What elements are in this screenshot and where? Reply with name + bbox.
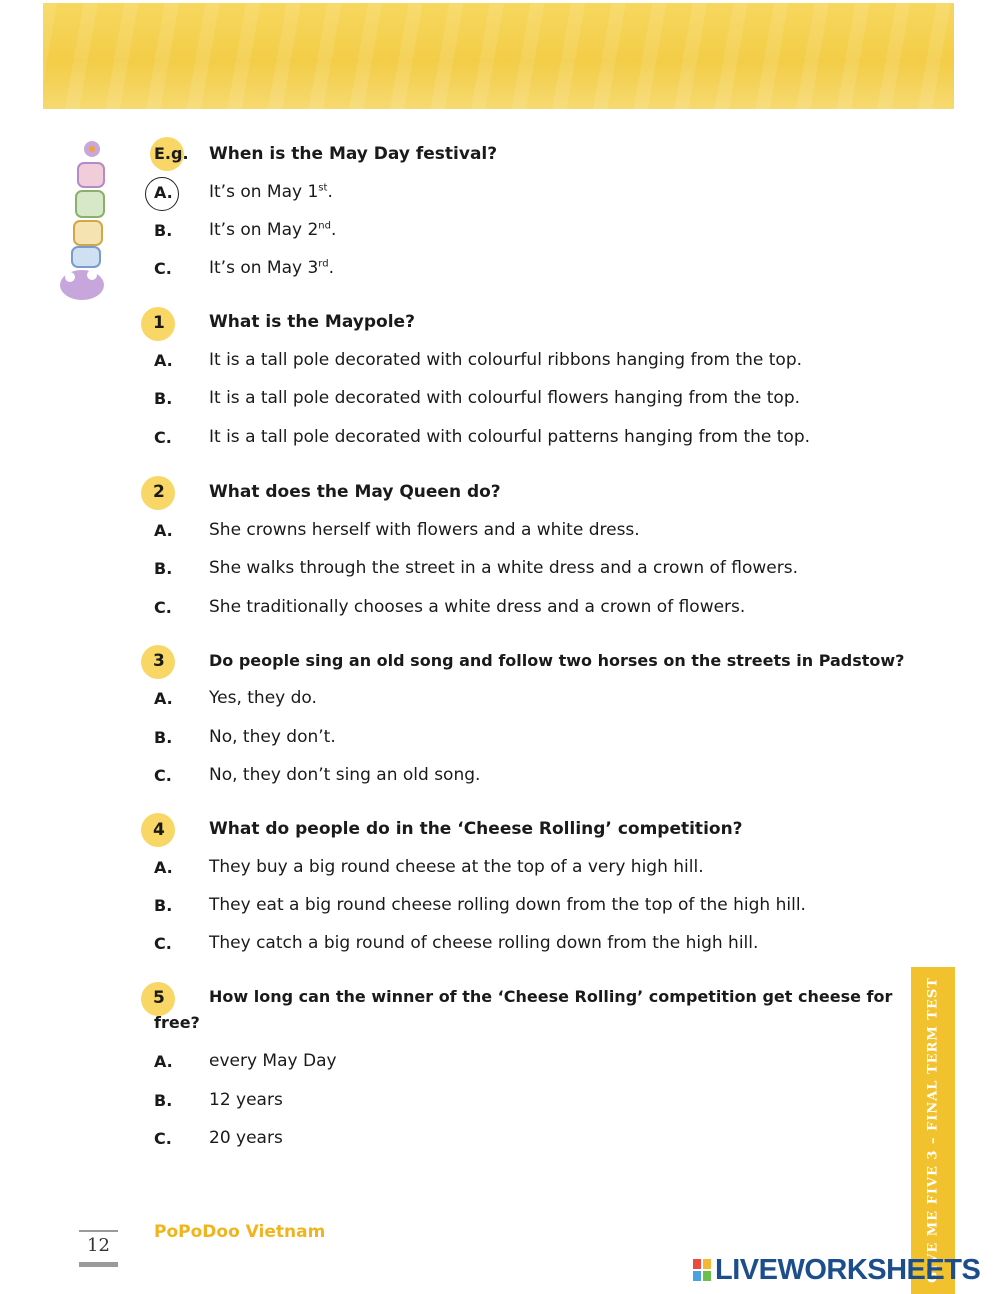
option-text[interactable]: 12 years [209,1090,283,1110]
question-number: 5 [153,988,165,1008]
question-number: 4 [153,820,165,840]
example-option-a[interactable]: It’s on May 1st. [209,182,333,202]
example-label: E.g. [154,144,189,163]
option-letter[interactable]: A. [154,858,173,877]
example-question: When is the May Day festival? [209,144,498,164]
liveworksheets-logo-icon [693,1259,713,1283]
page-number-rule-bottom [79,1262,118,1267]
header-banner [43,3,954,109]
popodoo-mascot-icon [52,135,118,305]
option-letter[interactable]: B. [154,728,173,747]
option-letter[interactable]: C. [154,766,172,785]
example-option-c[interactable]: It’s on May 3rd. [209,258,334,278]
example-option-letter[interactable]: A. [154,183,173,202]
option-text[interactable]: She walks through the street in a white dress and a crown of flowers. [209,558,799,578]
option-letter[interactable]: C. [154,1129,172,1148]
option-text[interactable]: It is a tall pole decorated with colourful patterns hanging from the top. [209,427,811,447]
question-text-continued: free? [154,1013,200,1032]
page-number-rule-top [79,1230,118,1232]
page-number: 12 [87,1235,110,1256]
option-text[interactable]: 20 years [209,1128,283,1148]
liveworksheets-watermark[interactable] [693,1254,980,1287]
option-letter[interactable]: B. [154,896,173,915]
option-letter[interactable]: B. [154,559,173,578]
option-letter[interactable]: C. [154,598,172,617]
example-option-letter[interactable]: C. [154,259,172,278]
question-number: 3 [153,651,165,671]
option-letter[interactable]: B. [154,389,173,408]
option-letter[interactable]: A. [154,689,173,708]
option-text[interactable]: every May Day [209,1051,337,1071]
question-text: What do people do in the ‘Cheese Rolling’ competition? [209,819,743,839]
question-text: Do people sing an old song and follow two horses on the streets in Padstow? [209,651,905,670]
option-text[interactable]: Yes, they do. [209,688,317,708]
option-letter[interactable]: A. [154,351,173,370]
option-text[interactable]: It is a tall pole decorated with colourful flowers hanging from the top. [209,388,801,408]
option-text[interactable]: No, they don’t sing an old song. [209,765,481,785]
option-text[interactable]: They catch a big round of cheese rolling down from the high hill. [209,933,759,953]
option-text[interactable]: They eat a big round cheese rolling down from the top of the high hill. [209,895,806,915]
option-text[interactable]: She crowns herself with flowers and a white dress. [209,520,640,540]
question-number: 2 [153,482,165,502]
option-text[interactable]: It is a tall pole decorated with colourful ribbons hanging from the top. [209,350,803,370]
question-text: What does the May Queen do? [209,482,501,502]
liveworksheets-text: LIVEWORKSHEETS [715,1254,981,1286]
example-option-b[interactable]: It’s on May 2nd. [209,220,337,240]
option-letter[interactable]: A. [154,521,173,540]
option-letter[interactable]: A. [154,1052,173,1071]
option-letter[interactable]: B. [154,1091,173,1110]
option-letter[interactable]: C. [154,934,172,953]
question-text: What is the Maypole? [209,312,415,332]
option-letter[interactable]: C. [154,428,172,447]
question-number: 1 [153,313,165,333]
option-text[interactable]: No, they don’t. [209,727,336,747]
side-tab-text: GIVE ME FIVE 3 – FINAL TERM TEST [925,977,941,1283]
question-text: How long can the winner of the ‘Cheese Rolling’ competition get cheese for [209,987,893,1006]
option-text[interactable]: She traditionally chooses a white dress and a crown of flowers. [209,597,746,617]
option-text[interactable]: They buy a big round cheese at the top of a very high hill. [209,857,704,877]
brand-name: PoPoDoo Vietnam [154,1222,326,1242]
example-option-letter[interactable]: B. [154,221,173,240]
